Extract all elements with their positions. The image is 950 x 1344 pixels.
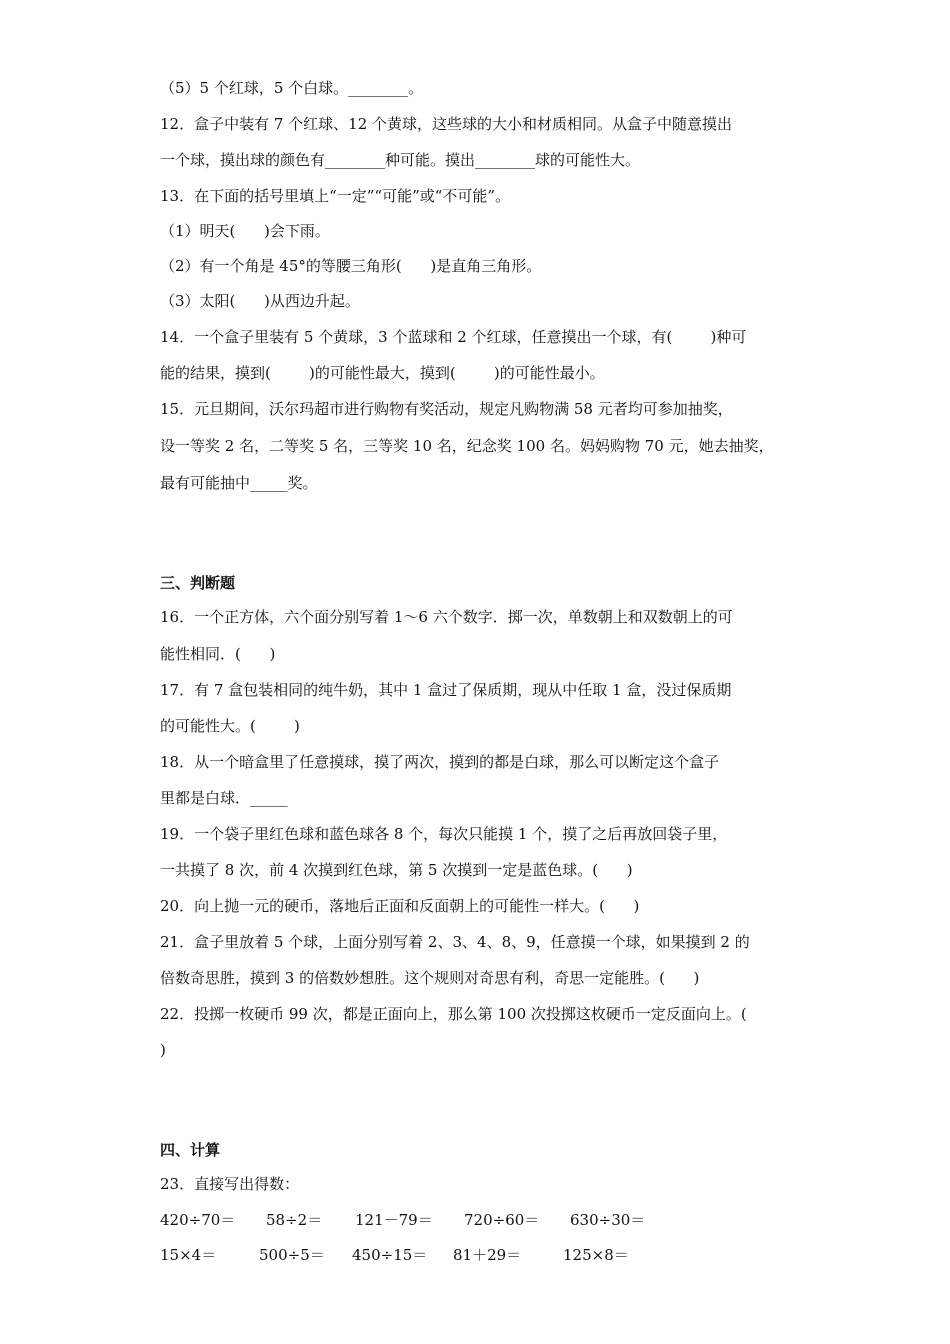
q16-line-2: 能性相同．( ) (160, 645, 276, 663)
q12-line-1: 12．盒子中装有 7 个红球、12 个黄球，这些球的大小和材质相同。从盒子中随意摸出 (160, 115, 733, 133)
calc-expression: 15×4＝ (160, 1246, 217, 1264)
calc-expression: 630÷30＝ (570, 1211, 646, 1229)
calc-expression: 720÷60＝ (464, 1211, 540, 1229)
q14-line-2: 能的结果，摸到( )的可能性最大，摸到( )的可能性最小。 (160, 364, 605, 382)
q15-line-3: 最有可能抽中_____奖。 (160, 474, 318, 492)
q13-prompt: 13．在下面的括号里填上“一定”“可能”或“不可能”。 (160, 187, 511, 205)
q13-item-1: （1）明天( )会下雨。 (160, 222, 330, 240)
q17-line-2: 的可能性大。( ) (160, 717, 300, 735)
calc-expression: 500÷5＝ (259, 1246, 325, 1264)
q13-item-3: （3）太阳( )从西边升起。 (160, 292, 360, 310)
q21-line-1: 21．盒子里放着 5 个球，上面分别写着 2、3、4、8、9，任意摸一个球，如果摸到 2 的 (160, 933, 750, 951)
calc-expression: 125×8＝ (563, 1246, 629, 1264)
q16-line-1: 16．一个正方体，六个面分别写着 1～6 六个数字．掷一次，单数朝上和双数朝上的可 (160, 608, 733, 626)
q17-line-1: 17．有 7 盒包装相同的纯牛奶，其中 1 盒过了保质期，现从中任取 1 盒，没过保质期 (160, 681, 732, 699)
q22-line-1: 22．投掷一枚硬币 99 次，都是正面向上，那么第 100 次投掷这枚硬币一定反面向上。( (160, 1005, 747, 1023)
q15-line-1: 15．元旦期间，沃尔玛超市进行购物有奖活动，规定凡购物满 58 元者均可参加抽奖， (160, 400, 733, 418)
calc-expression: 420÷70＝ (160, 1211, 236, 1229)
calc-expression: 121－79＝ (355, 1211, 433, 1229)
q23-prompt: 23．直接写出得数： (160, 1175, 300, 1193)
q20-line: 20．向上抛一元的硬币，落地后正面和反面朝上的可能性一样大。( ) (160, 897, 640, 915)
q12-line-2: 一个球，摸出球的颜色有________种可能。摸出________球的可能性大。 (160, 151, 641, 169)
calc-expression: 81＋29＝ (453, 1246, 522, 1264)
q19-line-2: 一共摸了 8 次，前 4 次摸到红色球，第 5 次摸到一定是蓝色球。( ) (160, 861, 633, 879)
calc-expression: 58÷2＝ (266, 1211, 323, 1229)
q21-line-2: 倍数奇思胜，摸到 3 的倍数妙想胜。这个规则对奇思有利，奇思一定能胜。( ) (160, 969, 700, 987)
q22-line-2: ) (160, 1041, 166, 1059)
q18-line-1: 18．从一个暗盒里了任意摸球，摸了两次，摸到的都是白球，那么可以断定这个盒子 (160, 753, 720, 771)
q13-item-2: （2）有一个角是 45°的等腰三角形( )是直角三角形。 (160, 257, 542, 275)
section-heading-judgement: 三、判断题 (160, 574, 236, 592)
q15-line-2: 设一等奖 2 名，二等奖 5 名，三等奖 10 名，纪念奖 100 名。妈妈购物 70 元，她去抽奖， (160, 437, 774, 455)
calc-expression: 450÷15＝ (352, 1246, 428, 1264)
q11-item-5: （5）5 个红球，5 个白球。________。 (160, 79, 424, 97)
section-heading-calculation: 四、计算 (160, 1141, 221, 1159)
q14-line-1: 14．一个盒子里装有 5 个黄球，3 个蓝球和 2 个红球，任意摸出一个球，有( )种可 (160, 328, 747, 346)
q18-line-2: 里都是白球．_____ (160, 789, 288, 807)
q19-line-1: 19．一个袋子里红色球和蓝色球各 8 个，每次只能摸 1 个，摸了之后再放回袋子里， (160, 825, 728, 843)
